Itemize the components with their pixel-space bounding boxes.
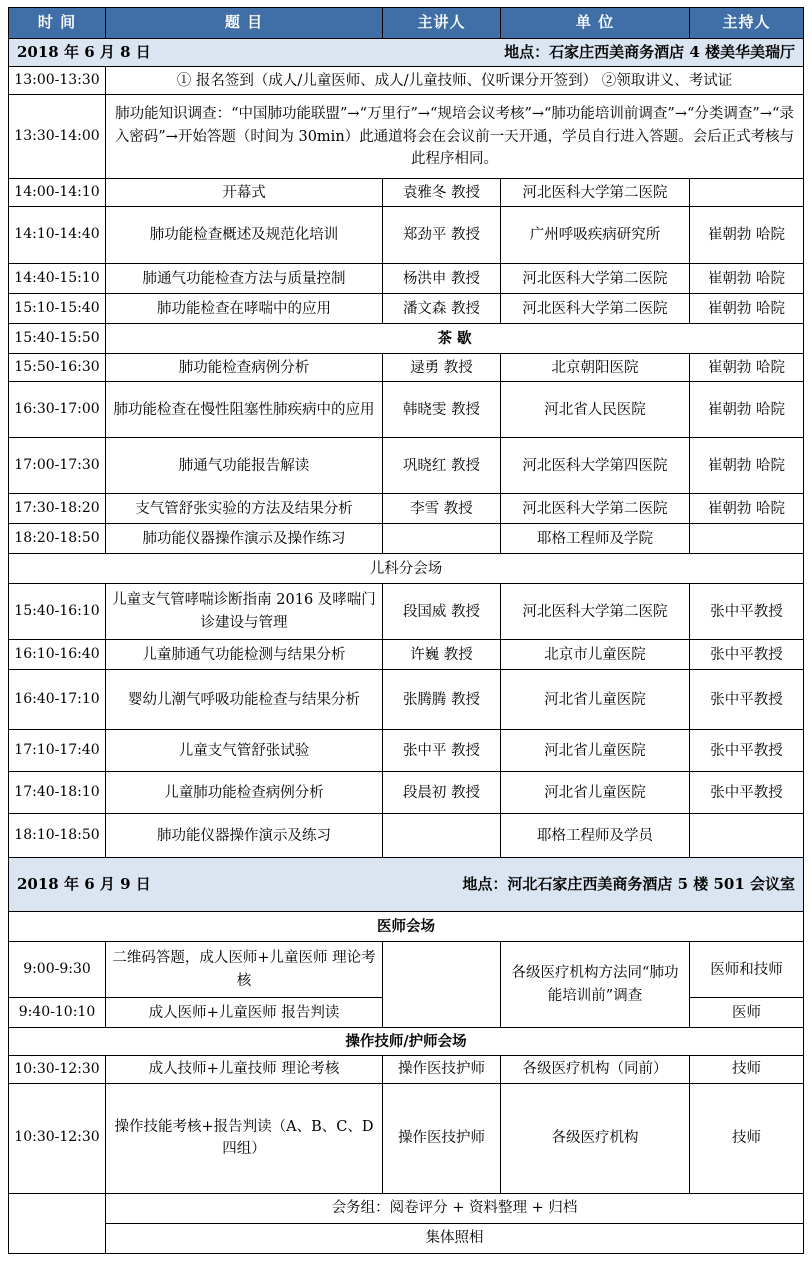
day2-date-cell xyxy=(9,858,804,912)
session-row xyxy=(9,354,804,382)
session-row xyxy=(9,670,804,730)
unit-cell: 河北省儿童医院 xyxy=(501,670,690,730)
unit-cell: 河北医科大学第二医院 xyxy=(501,179,690,207)
unit-cell: 河北医科大学第二医院 xyxy=(501,294,690,324)
topic-cell: 肺通气功能报告解读 xyxy=(106,438,383,494)
speaker-cell: 操作医技护师 xyxy=(383,1056,501,1083)
unit-cell: 北京朝阳医院 xyxy=(501,354,690,382)
physician-title-row xyxy=(9,912,804,942)
time-cell: 16:30-17:00 xyxy=(9,382,106,438)
day2-date: 2018 年 6 月 9 日 xyxy=(17,875,151,894)
topic-cell: 开幕式 xyxy=(106,179,383,207)
photo-text: 集体照相 xyxy=(106,1223,804,1253)
session-row xyxy=(9,942,804,998)
speaker-cell: 袁雅冬 教授 xyxy=(383,179,501,207)
time-cell: 10:30-12:30 xyxy=(9,1056,106,1083)
day1-date-row xyxy=(9,39,804,67)
header-speaker: 主讲人 xyxy=(383,8,501,39)
time-cell: 14:10-14:40 xyxy=(9,207,106,264)
speaker-cell: 操作医技护师 xyxy=(383,1083,501,1193)
time-cell: 13:00-13:30 xyxy=(9,67,106,95)
session-row xyxy=(9,730,804,772)
day2-date-row xyxy=(9,858,804,912)
day2-location: 地点：河北石家庄西美商务酒店 5 楼 501 会议室 xyxy=(462,875,795,894)
header-time: 时 间 xyxy=(9,8,106,39)
unit-cell: 河北医科大学第二医院 xyxy=(501,264,690,294)
time-cell: 14:40-15:10 xyxy=(9,264,106,294)
speaker-cell xyxy=(383,814,501,858)
time-cell: 15:40-16:10 xyxy=(9,584,106,640)
host-cell: 张中平教授 xyxy=(690,640,804,670)
session-row xyxy=(9,438,804,494)
time-cell: 17:10-17:40 xyxy=(9,730,106,772)
topic-cell: 操作技能考核+报告判读（A、B、C、D 四组） xyxy=(106,1083,383,1193)
host-cell: 崔朝勃 哈院 xyxy=(690,438,804,494)
topic-cell: 婴幼儿潮气呼吸功能检查与结果分析 xyxy=(106,670,383,730)
topic-cell: 儿童支气管舒张试验 xyxy=(106,730,383,772)
pediatric-title-row xyxy=(9,554,804,584)
blank-cell xyxy=(9,1223,106,1253)
host-cell: 崔朝勃 哈院 xyxy=(690,494,804,524)
topic-cell: 成人医师+儿童医师 报告判读 xyxy=(106,998,383,1028)
speaker-cell: 郑劲平 教授 xyxy=(383,207,501,264)
session-row xyxy=(9,382,804,438)
unit-cell: 河北医科大学第二医院 xyxy=(501,584,690,640)
session-row xyxy=(9,1083,804,1193)
photo-row xyxy=(9,1223,804,1253)
speaker-cell xyxy=(383,524,501,554)
unit-cell: 各级医疗机构方法同“肺功能培训前”调查 xyxy=(501,942,690,1028)
host-cell: 技师 xyxy=(690,1083,804,1193)
schedule-table xyxy=(8,7,804,1254)
time-cell: 10:30-12:30 xyxy=(9,1083,106,1193)
time-cell: 15:10-15:40 xyxy=(9,294,106,324)
survey-row xyxy=(9,95,804,179)
speaker-cell: 张中平 教授 xyxy=(383,730,501,772)
day1-date: 2018 年 6 月 8 日 xyxy=(17,43,151,61)
topic-cell: 肺功能仪器操作演示及练习 xyxy=(106,814,383,858)
host-cell: 医师 xyxy=(690,998,804,1028)
topic-cell: 肺功能检查在哮喘中的应用 xyxy=(106,294,383,324)
host-cell: 张中平教授 xyxy=(690,730,804,772)
speaker-cell: 段晨初 教授 xyxy=(383,772,501,814)
tech-title: 操作技师/护师会场 xyxy=(9,1028,804,1056)
unit-cell: 北京市儿童医院 xyxy=(501,640,690,670)
registration-row xyxy=(9,67,804,95)
unit-cell: 耶格工程师及学员 xyxy=(501,814,690,858)
unit-cell: 河北省儿童医院 xyxy=(501,772,690,814)
session-row xyxy=(9,640,804,670)
host-cell: 崔朝勃 哈院 xyxy=(690,382,804,438)
break-label: 茶 歇 xyxy=(106,324,804,354)
host-cell: 张中平教授 xyxy=(690,670,804,730)
speaker-cell: 逯勇 教授 xyxy=(383,354,501,382)
unit-cell: 广州呼吸疾病研究所 xyxy=(501,207,690,264)
header-topic: 题 目 xyxy=(106,8,383,39)
header-row xyxy=(9,8,804,39)
time-cell: 18:20-18:50 xyxy=(9,524,106,554)
topic-cell: 肺功能检查病例分析 xyxy=(106,354,383,382)
session-row xyxy=(9,1056,804,1083)
speaker-cell: 巩晓红 教授 xyxy=(383,438,501,494)
time-cell: 15:50-16:30 xyxy=(9,354,106,382)
topic-cell: 二维码答题，成人医师+儿童医师 理论考核 xyxy=(106,942,383,998)
unit-cell: 各级医疗机构（同前） xyxy=(501,1056,690,1083)
time-cell: 9:40-10:10 xyxy=(9,998,106,1028)
break-row xyxy=(9,324,804,354)
affairs-text: 会务组：阅卷评分 + 资料整理 + 归档 xyxy=(106,1193,804,1223)
host-cell: 医师和技师 xyxy=(690,942,804,998)
host-cell: 张中平教授 xyxy=(690,772,804,814)
unit-cell: 耶格工程师及学院 xyxy=(501,524,690,554)
unit-cell: 河北医科大学第四医院 xyxy=(501,438,690,494)
time-cell: 9:00-9:30 xyxy=(9,942,106,998)
topic-cell: 肺功能检查在慢性阻塞性肺疾病中的应用 xyxy=(106,382,383,438)
host-cell xyxy=(690,524,804,554)
host-cell: 崔朝勃 哈院 xyxy=(690,207,804,264)
speaker-cell: 韩晓雯 教授 xyxy=(383,382,501,438)
topic-cell: 支气管舒张实验的方法及结果分析 xyxy=(106,494,383,524)
blank-cell xyxy=(9,1193,106,1223)
time-cell: 13:30-14:00 xyxy=(9,95,106,179)
host-cell: 崔朝勃 哈院 xyxy=(690,354,804,382)
registration-text: ① 报名签到（成人/儿童医师、成人/儿童技师、仪听课分开签到） ②领取讲义、考试证 xyxy=(106,67,804,95)
session-row xyxy=(9,294,804,324)
time-cell: 16:40-17:10 xyxy=(9,670,106,730)
speaker-cell: 张腾腾 教授 xyxy=(383,670,501,730)
topic-cell: 肺通气功能检查方法与质量控制 xyxy=(106,264,383,294)
affairs-row xyxy=(9,1193,804,1223)
physician-title: 医师会场 xyxy=(9,912,804,942)
time-cell: 18:10-18:50 xyxy=(9,814,106,858)
speaker-cell: 潘文森 教授 xyxy=(383,294,501,324)
session-row xyxy=(9,772,804,814)
day1-location: 地点：石家庄西美商务酒店 4 楼美华美瑞厅 xyxy=(504,43,795,61)
speaker-cell: 许巍 教授 xyxy=(383,640,501,670)
tech-title-row xyxy=(9,1028,804,1056)
host-cell xyxy=(690,179,804,207)
topic-cell: 儿童肺功能检查病例分析 xyxy=(106,772,383,814)
host-cell: 崔朝勃 哈院 xyxy=(690,294,804,324)
topic-cell: 成人技师+儿童技师 理论考核 xyxy=(106,1056,383,1083)
time-cell: 16:10-16:40 xyxy=(9,640,106,670)
unit-cell: 河北医科大学第二医院 xyxy=(501,494,690,524)
session-row xyxy=(9,179,804,207)
session-row xyxy=(9,814,804,858)
speaker-cell: 杨洪申 教授 xyxy=(383,264,501,294)
topic-cell: 儿童支气管哮喘诊断指南 2016 及哮喘门诊建设与管理 xyxy=(106,584,383,640)
host-cell: 技师 xyxy=(690,1056,804,1083)
session-row xyxy=(9,494,804,524)
speaker-cell xyxy=(383,942,501,1028)
host-cell: 崔朝勃 哈院 xyxy=(690,264,804,294)
speaker-cell: 段国威 教授 xyxy=(383,584,501,640)
survey-text: 肺功能知识调查：“中国肺功能联盟”→“万里行”→“规培会议考核”→“肺功能培训前调查”→“分类调查”→“录入密码”→开始答题（时间为 30min）此通道将会在会议前一天开通，学员自行进入答题。会后正式考核与此程序相同。 xyxy=(106,95,804,179)
session-row xyxy=(9,207,804,264)
time-cell: 17:40-18:10 xyxy=(9,772,106,814)
host-cell xyxy=(690,814,804,858)
day1-date-cell xyxy=(9,39,804,67)
host-cell: 张中平教授 xyxy=(690,584,804,640)
unit-cell: 河北省人民医院 xyxy=(501,382,690,438)
topic-cell: 肺功能仪器操作演示及操作练习 xyxy=(106,524,383,554)
header-unit: 单 位 xyxy=(501,8,690,39)
speaker-cell: 李雪 教授 xyxy=(383,494,501,524)
unit-cell: 各级医疗机构 xyxy=(501,1083,690,1193)
topic-cell: 儿童肺通气功能检测与结果分析 xyxy=(106,640,383,670)
time-cell: 15:40-15:50 xyxy=(9,324,106,354)
unit-cell: 河北省儿童医院 xyxy=(501,730,690,772)
session-row xyxy=(9,584,804,640)
session-row xyxy=(9,264,804,294)
time-cell: 14:00-14:10 xyxy=(9,179,106,207)
pediatric-title: 儿科分会场 xyxy=(9,554,804,584)
time-cell: 17:30-18:20 xyxy=(9,494,106,524)
session-row xyxy=(9,524,804,554)
topic-cell: 肺功能检查概述及规范化培训 xyxy=(106,207,383,264)
time-cell: 17:00-17:30 xyxy=(9,438,106,494)
header-host: 主持人 xyxy=(690,8,804,39)
